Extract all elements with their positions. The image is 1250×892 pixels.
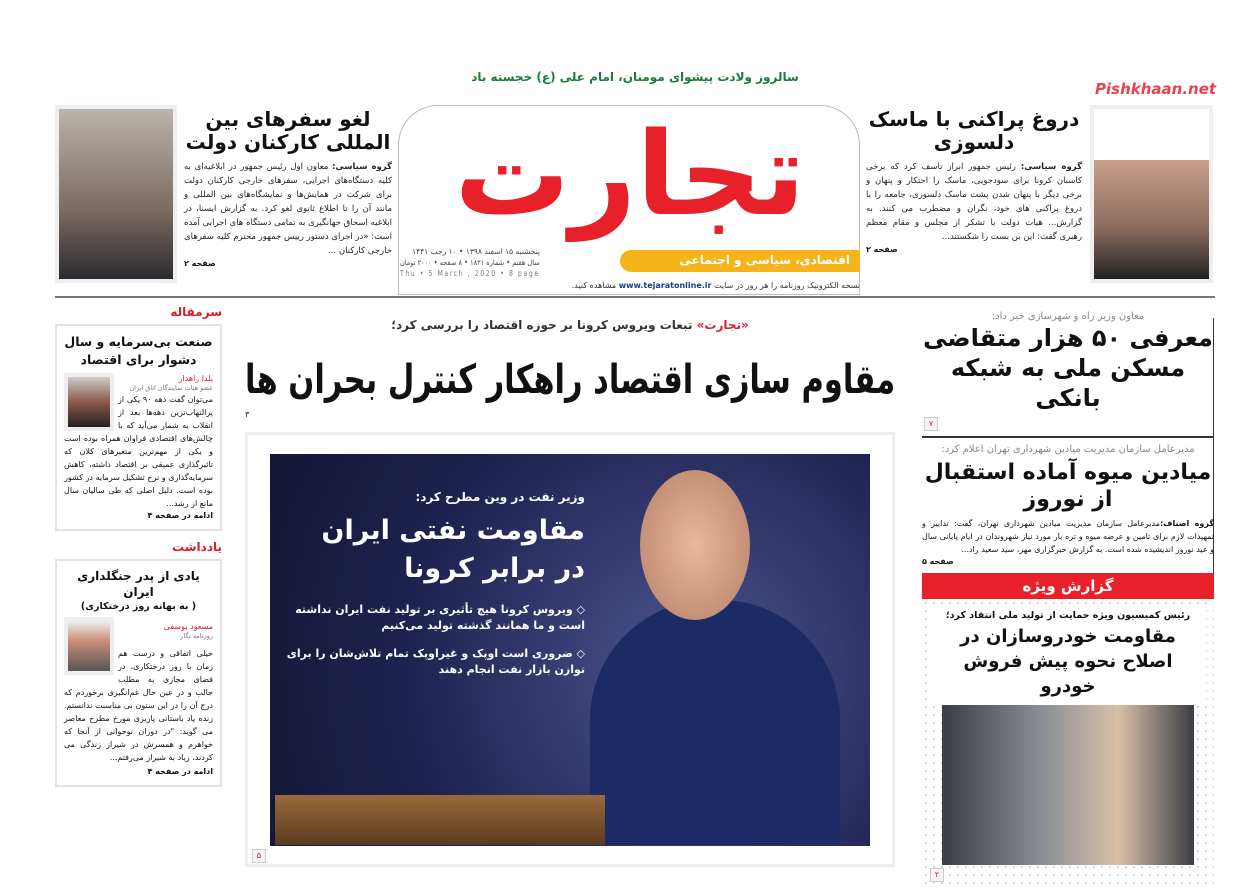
photo-story-bullet-2: ◇ ضروری است اوپک و غیراوپک تمام تلاش‌شان را برای توازن بازار نفت انجام دهند	[286, 647, 585, 676]
online-post: مشاهده کنید.	[571, 281, 617, 290]
bullet-1-text: ویروس کرونا هیچ تأثیری بر تولید نفت ایران نداشته است و ما همانند گذشته تولید می‌کنیم	[295, 603, 585, 632]
photo-story-title-2[interactable]: در برابر کرونا	[404, 553, 585, 584]
special-report-title[interactable]: مقاومت خودروسازان در اصلاح نحوه پیش فروش خودرو	[960, 625, 1176, 697]
online-edition-note	[548, 280, 860, 291]
special-report-story[interactable]	[930, 607, 1206, 701]
date-persian: پنجشنبه ۱۵ اسفند ۱۳۹۸ • ۱۰ رجب ۱۴۴۱	[412, 247, 540, 256]
note-body: خیلی اتفاقی و درست هم زمان با روز درختکاری، در فضای مجازی به مطلب جالب و در عین حال غم‌انگیزی برخوردم که درج آن را در این ستون بی مناسبت ندانستم. زنده یاد باستانی پاریزی مورخ مطرح معاصر می گوید: "در دوران نوجوانی از آنجا که خواهرم و همسرش در شیراز زندگی می کردند، زیاد به شیراز می‌رفتم...	[64, 649, 213, 762]
teaser-right-page: صفحه ۲	[866, 245, 898, 254]
issue-date	[400, 246, 540, 279]
issue-info: سال هفتم • شماره ۱۸۲۱ • ۸ صفحه • ۲۰۰۰ تومان	[400, 258, 540, 267]
teaser-left[interactable]	[184, 108, 392, 269]
editorial-author: یلدا راهدار	[178, 374, 213, 383]
teaser-right[interactable]	[866, 108, 1082, 255]
teaser-left-photo	[55, 105, 177, 283]
website-link[interactable]: www.tejaratonline.ir	[618, 281, 712, 290]
teaser-left-page: صفحه ۲	[184, 259, 216, 268]
date-gregorian: Thu • 5 March , 2020 • 8 page	[400, 269, 540, 278]
newspaper-logo: تجارت	[454, 108, 806, 242]
photo-story-page: ۵	[252, 849, 266, 863]
teaser-left-lead: گروه سیاسی:	[332, 162, 393, 172]
note-box[interactable]	[55, 559, 222, 787]
teaser-left-title[interactable]: لغو سفرهای بین المللی کارکنان دولت	[185, 107, 391, 154]
right-story-2[interactable]	[922, 443, 1214, 567]
note-author-photo	[64, 617, 114, 675]
note-subtitle: ( به بهانه روز درختکاری)	[80, 601, 197, 612]
editorial-body: می‌توان گفت دهه ۹۰ یکی از پرالتهاب‌ترین دهه‌ها بعد از انقلاب به شمار می‌آید که با چالش‌های اقتصادی فراوان همراه بوده است و یکی از مهم‌ترین متغیرهای کلان که تاثیرگذاری عمیقی بر اقتصاد داشته، کاهش سرمایه‌گذاری و نرخ تشکیل سرمایه در کشور بوده است. دلیل اصلی که طی سالیان سال مانع از رشد...	[64, 395, 213, 508]
lead-kicker-text: تبعات ویروس کرونا بر حوزه اقتصاد را بررسی کرد؛	[391, 318, 693, 332]
right-column	[922, 310, 1214, 886]
photo-story-title-1[interactable]: مقاومت نفتی ایران	[321, 515, 585, 546]
teaser-right-title[interactable]: دروغ پراکنی با ماسک دلسوزی	[868, 107, 1080, 154]
note-continue[interactable]: ادامه در صفحه ۴	[147, 767, 213, 776]
right-story-2-kicker: مدیرعامل سازمان مدیریت میادین شهرداری تهران اعلام کرد:	[941, 443, 1195, 455]
right-divider	[922, 436, 1214, 438]
right-story-2-lead: گروه اصناف:	[1159, 518, 1215, 528]
special-report-page: ۲	[930, 868, 944, 882]
lead-headline[interactable]: مقاوم سازی اقتصاد راهکار کنترل بحران ها	[244, 357, 895, 403]
watermark-logo: Pishkhaan.net	[1095, 80, 1217, 98]
photo-story-kicker: وزیر نفت در وین مطرح کرد:	[415, 490, 585, 504]
right-story-1-kicker: معاون وزیر راه و شهرسازی خبر داد:	[991, 311, 1145, 322]
masthead-tagline: سالروز ولادت پیشوای مومنان، امام علی (ع) خجسته باد	[471, 70, 799, 84]
special-report-kicker: رئیس کمیسیون ویژه حمایت از تولید ملی انتقاد کرد؛	[945, 609, 1191, 621]
right-story-2-title[interactable]: میادین میوه آماده استقبال از نوروز	[924, 459, 1212, 512]
editorial-title[interactable]: صنعت بی‌سرمایه و سال دشوار برای اقتصاد	[64, 334, 213, 367]
editorial-author-role: عضو هیات نمایندگان اتاق ایران	[129, 384, 213, 392]
online-pre: نسخه الکترونیک روزنامه را هر روز در سایت	[714, 281, 860, 290]
masthead-subtitle: اقتصادی، سیاسی و اجتماعی	[620, 250, 860, 272]
lead-kicker-brand: «تجارت»	[696, 318, 749, 332]
teaser-right-lead: گروه سیاسی:	[1020, 162, 1083, 172]
note-title[interactable]: یادی از پدر جنگلداری ایران	[77, 569, 200, 599]
photo-suit	[590, 600, 840, 845]
editorial-continue[interactable]: ادامه در صفحه ۴	[147, 511, 213, 520]
teaser-right-photo	[1090, 105, 1213, 283]
photo-story-text[interactable]	[285, 490, 585, 678]
right-story-1-page: ۷	[924, 417, 938, 431]
bullet-2-text: ضروری است اوپک و غیراوپک تمام تلاش‌شان را برای توازن بازار نفت انجام دهند	[286, 647, 585, 676]
photo-face	[640, 470, 750, 620]
photo-story-bullet-1: ◇ ویروس کرونا هیچ تأثیری بر تولید نفت ایران نداشته است و ما همانند گذشته تولید می‌کنیم	[295, 603, 585, 632]
teaser-right-body: رئیس جمهور ابراز تاسف کرد که برخی کاسبان کرونا برای سودجویی، ماسک را احتکار و پنهان و برخی دیگر با پنهان شدن پشت ماسک دلسوزی، جامعه را با دروغ پراکنی های خود، نگران و مضطرب می کنند. به گزارش... هیات دولت با تشکر از مجلس و مقام معظم رهبری گفت: این بن بست را شکستند...	[866, 162, 1082, 242]
right-story-1[interactable]	[922, 310, 1214, 431]
right-story-1-title[interactable]: معرفی ۵۰ هزار متقاضی مسکن ملی به شبکه بانکی	[923, 324, 1213, 412]
lead-kicker	[245, 318, 895, 332]
editorial-section-label: سرمقاله	[170, 305, 222, 319]
right-story-2-page: صفحه ۵	[922, 556, 954, 566]
special-report-photo	[942, 705, 1194, 866]
special-report-label: گزارش ویژه	[922, 573, 1214, 599]
note-author: مسعود یوسفی	[163, 622, 213, 631]
special-report-background	[922, 599, 1214, 887]
photo-podium	[275, 795, 605, 845]
teaser-left-body: معاون اول رئیس جمهور در ابلاغیه‌ای به کلیه دستگاه‌های اجرایی، سفرهای خارجی کارکنان دولت برای شرکت در همایش‌ها و نمایشگاه‌های بین المللی و مانند آن را تا اطلاع ثانوی لغو کرد. به گزارش ایسنا، در ابلاغیه اسحاق جهانگیری به تمامی دستگاه های اجرایی آمده است: «در اجرای دستور رییس جمهور محترم کلیه سفرهای خارجی کارکنان ...	[184, 162, 392, 256]
masthead-divider	[55, 296, 1215, 298]
note-section-label: یادداشت	[172, 540, 222, 554]
lead-page-number: ۳	[245, 410, 250, 419]
note-author-role: روزنامه نگار	[180, 632, 213, 640]
right-story-2-body: مدیرعامل سازمان مدیریت میادین شهرداری تهران، گفت: تدابیر و تمهیدات لازم برای تامین و عرضه میوه و تره بار مورد نیاز شهروندان در ایام پایانی سال و عید نوروز اندیشیده شده است. به گزارش خبرگزاری مهر، سید سعید راد...	[922, 518, 1214, 554]
